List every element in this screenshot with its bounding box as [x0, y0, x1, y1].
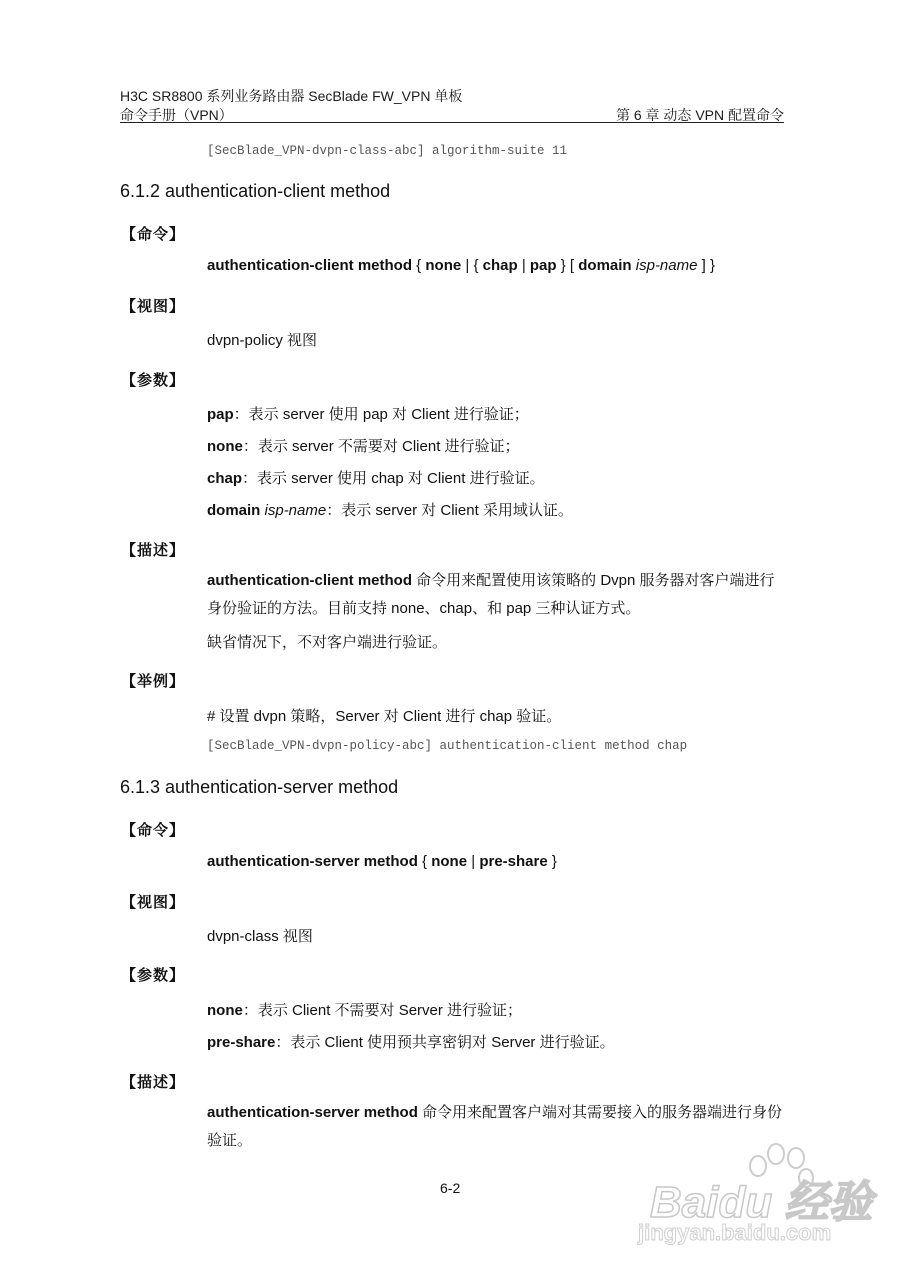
- description-text: authentication-client method 命令用来配置使用该策略的 Dvpn 服务器对客户端进行身份验证的方法。目前支持 none、chap、和 pap 三种认证方式。: [207, 572, 775, 617]
- label-description-2: 【描述】: [121, 1074, 186, 1091]
- param-none: none：表示 server 不需要对 Client 进行验证；: [207, 438, 520, 455]
- page-number: 6-2: [440, 1180, 461, 1196]
- param-chap: chap：表示 server 使用 chap 对 Client 进行验证。: [207, 470, 545, 487]
- param-pap: pap：表示 server 使用 pap 对 Client 进行验证；: [207, 406, 529, 423]
- header-chapter: 第 6 章 动态 VPN 配置命令: [615, 107, 784, 123]
- header-rule: [120, 122, 784, 123]
- example-code: [SecBlade_VPN-dvpn-policy-abc] authentication-client method chap: [207, 739, 688, 753]
- label-example: 【举例】: [121, 673, 186, 690]
- label-command: 【命令】: [121, 226, 186, 243]
- label-parameters: 【参数】: [121, 372, 186, 389]
- watermark-url: jingyan.baidu.com: [638, 1220, 832, 1245]
- header-manual: 命令手册（VPN）: [120, 107, 233, 123]
- param-pre-share: pre-share：表示 Client 使用预共享密钥对 Server 进行验证。: [207, 1034, 615, 1051]
- section-title-612: 6.1.2 authentication-client method: [120, 181, 391, 201]
- header-title: H3C SR8800 系列业务路由器 SecBlade FW_VPN 单板: [120, 88, 463, 104]
- view-text-2: dvpn-class 视图: [207, 928, 313, 945]
- command-syntax-2: authentication-server method { none | pre-share }: [207, 853, 557, 870]
- param-domain: domain isp-name：表示 server 对 Client 采用域认证。: [207, 502, 573, 519]
- description-text-2: authentication-server method 命令用来配置客户端对其需要接入的服务器端进行身份验证。: [207, 1104, 783, 1149]
- code-line-top: [SecBlade_VPN-dvpn-class-abc] algorithm-suite 11: [207, 144, 568, 158]
- baidu-watermark: [630, 1140, 873, 1270]
- label-command-2: 【命令】: [121, 822, 186, 839]
- view-text: dvpn-policy 视图: [207, 332, 318, 349]
- param-none-2: none：表示 Client 不需要对 Server 进行验证；: [207, 1002, 523, 1019]
- label-view-2: 【视图】: [121, 894, 186, 911]
- label-description: 【描述】: [121, 542, 186, 559]
- label-parameters-2: 【参数】: [121, 967, 186, 984]
- section-title-613: 6.1.3 authentication-server method: [120, 777, 399, 797]
- default-text: 缺省情况下，不对客户端进行验证。: [207, 634, 448, 651]
- example-text: # 设置 dvpn 策略，Server 对 Client 进行 chap 验证。: [207, 708, 562, 725]
- command-syntax: authentication-client method { none | { chap | pap } [ domain isp-name ] }: [207, 257, 715, 274]
- label-view: 【视图】: [121, 298, 186, 315]
- watermark-logo: Baidu 经验: [650, 1178, 873, 1227]
